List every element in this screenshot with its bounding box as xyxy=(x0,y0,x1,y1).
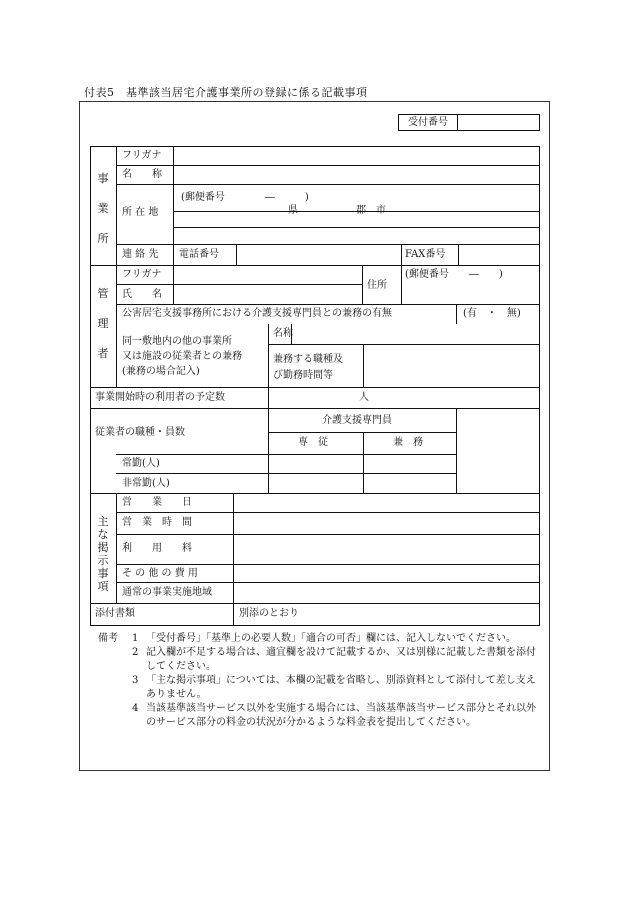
manager-name-label: 氏 名 xyxy=(122,289,162,300)
staff-label: 従業者の職種・員数 xyxy=(95,427,185,438)
registration-table xyxy=(90,146,540,626)
staff-full-label: 専 従 xyxy=(298,437,328,448)
row-line xyxy=(173,227,539,228)
col-line xyxy=(268,408,269,493)
row-line xyxy=(116,564,539,565)
row-line xyxy=(116,165,539,166)
col-line xyxy=(236,244,237,265)
form-caption: 付表5 基準該当居宅介護事業所の登録に係る記載事項 xyxy=(84,86,368,99)
row-line xyxy=(91,493,539,494)
col-line xyxy=(116,147,117,387)
note-item: 4 当該基準該当サービス以外を実施する場合には、当該基準該当サービス部分とそれ以外のサービス部分の料金の状況が分かるような料金表を提出してください。 xyxy=(132,703,536,728)
office-phone-label: 電話番号 xyxy=(179,249,219,260)
posted-section-label: 主 な 掲 示 事 項 xyxy=(97,515,109,593)
row-line xyxy=(91,146,539,147)
row-line xyxy=(268,432,456,433)
manager-section-label: 管 理 者 xyxy=(97,287,109,360)
manager-duty-detail-line1: 兼務する職種及 xyxy=(273,354,343,365)
office-prefecture: 県 xyxy=(288,205,298,216)
row-line xyxy=(116,184,539,185)
office-postal-code: (郵便番号 ― ) xyxy=(181,192,309,203)
notes-section xyxy=(98,632,543,730)
col-line xyxy=(268,387,269,408)
col-line xyxy=(456,304,457,324)
manager-concurrent-choice: (有 ・ 無) xyxy=(463,308,521,319)
row-line xyxy=(116,284,362,285)
row-line xyxy=(116,304,539,305)
planned-users-unit: 人 xyxy=(359,392,369,403)
office-contact-label: 連 絡 先 xyxy=(122,249,159,260)
manager-furigana-label: フリガナ xyxy=(122,269,162,280)
office-name-label: 名 称 xyxy=(122,169,162,180)
col-line xyxy=(233,493,234,603)
col-line xyxy=(458,244,459,265)
posted-service-area: 通常の事業実施地域 xyxy=(122,587,212,598)
col-line xyxy=(456,408,457,493)
note-item: 2 記入欄が不足する場合は、適宜欄を設けて記載するか、又は別様に記載した書類を添付してください。 xyxy=(132,647,536,672)
col-line xyxy=(363,344,364,387)
manager-other-name-label: 名称 xyxy=(273,328,293,339)
staff-concurrent-label: 兼 務 xyxy=(393,437,423,448)
attachment-label: 添付書類 xyxy=(95,608,135,619)
office-county-city: 郡 市 xyxy=(356,205,386,216)
manager-postal-code: (郵便番号 ― ) xyxy=(405,269,503,280)
row-line xyxy=(116,534,539,535)
col-line xyxy=(362,265,363,304)
staff-fulltime-label: 常勤(人) xyxy=(122,458,160,469)
manager-address-label: 住所 xyxy=(367,280,387,291)
row-line xyxy=(91,387,539,388)
col-line xyxy=(173,265,174,304)
row-line xyxy=(91,265,539,266)
row-line xyxy=(116,512,539,513)
staff-parttime-label: 非常勤(人) xyxy=(122,478,170,489)
posted-business-hours: 営 業 時 間 xyxy=(122,517,192,528)
office-address-label: 所 在 地 xyxy=(122,207,159,218)
col-line xyxy=(116,493,117,603)
col-line xyxy=(173,147,174,265)
manager-duty-detail-line2: び勤務時間等 xyxy=(273,370,333,381)
manager-other-duty-line1: 同一敷地内の他の事業所 xyxy=(122,336,232,347)
office-fax-label: FAX番号 xyxy=(405,249,446,260)
col-line xyxy=(401,244,402,265)
note-item: 備考 1 「受付番号」「基準上の必要人数」「適合の可否」欄には、記入しないでください。 xyxy=(98,633,516,644)
col-line xyxy=(363,432,364,493)
col-line xyxy=(233,603,234,625)
col-line xyxy=(268,324,269,387)
notes-heading: 備考 xyxy=(98,633,118,644)
attachment-value: 別添のとおり xyxy=(239,608,299,619)
office-section-label: 事 業 所 xyxy=(97,172,109,245)
care-manager-label: 介護支援専門員 xyxy=(322,415,392,426)
row-line xyxy=(91,408,539,409)
row-line xyxy=(116,454,456,455)
row-line xyxy=(116,244,539,245)
col-line xyxy=(401,265,402,304)
reception-number-label: 受付番号 xyxy=(399,115,458,130)
posted-business-days: 営 業 日 xyxy=(122,497,192,508)
office-furigana-label: フリガナ xyxy=(122,150,162,161)
posted-other-fee: そ の 他 の 費 用 xyxy=(122,568,198,579)
posted-usage-fee: 利 用 料 xyxy=(122,543,192,554)
note-item: 3 「主な掲示事項」については、本欄の記載を省略し、別添資料として添付して差し支えありません。 xyxy=(132,675,536,700)
row-line xyxy=(116,582,539,583)
manager-other-duty-line3: (兼務の場合記入) xyxy=(122,366,200,377)
row-line xyxy=(116,473,456,474)
manager-concurrent-question: 公害居宅支援事務所における介護支援専門員との兼務の有無 xyxy=(122,308,392,319)
reception-number-box xyxy=(398,114,540,131)
row-line xyxy=(91,603,539,604)
planned-users-label: 事業開始時の利用者の予定数 xyxy=(95,392,225,403)
row-line xyxy=(268,344,539,345)
manager-other-duty-line2: 又は施設の従業者との兼務 xyxy=(122,351,242,362)
